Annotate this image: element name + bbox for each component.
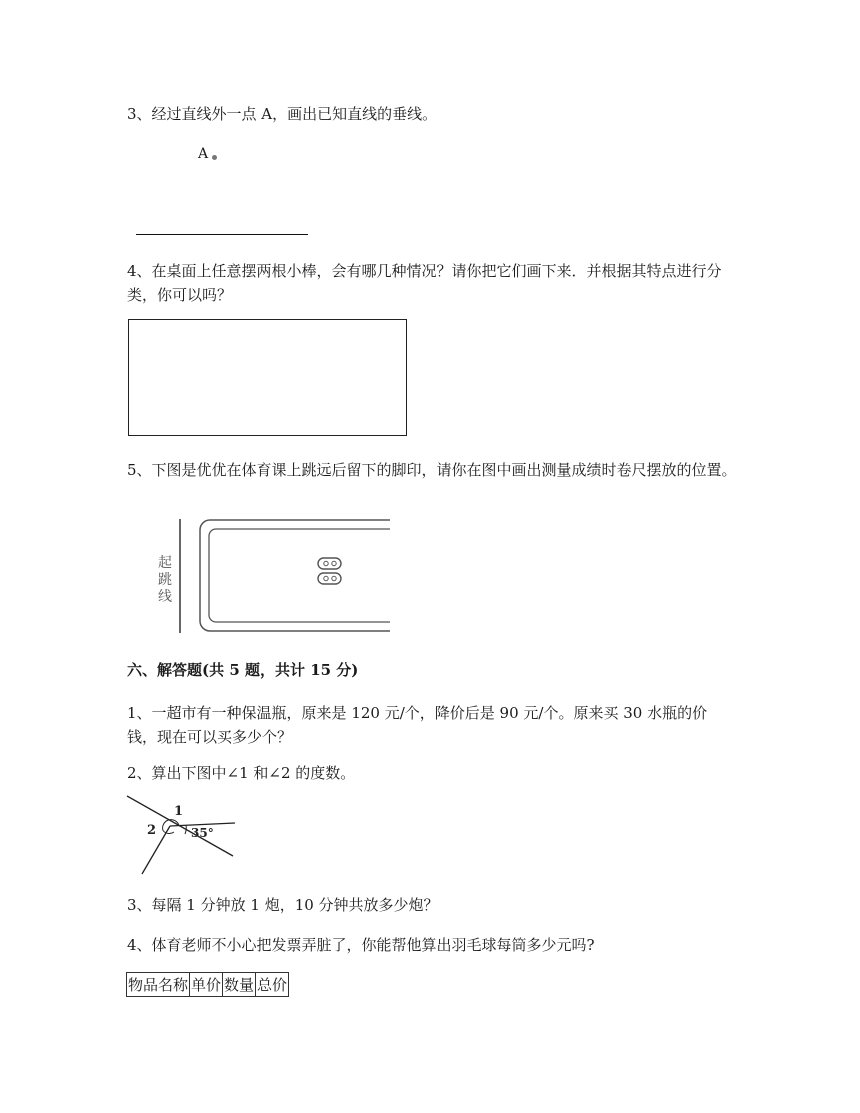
long-jump-figure <box>150 515 390 635</box>
angle-1-label: 1 <box>174 804 184 819</box>
point-a-dot <box>212 155 217 160</box>
header-total: 总价 <box>256 973 289 997</box>
angle-figure <box>125 794 245 878</box>
question-5-long-jump: 5、下图是优优在体育课上跳远后留下的脚印，请你在图中画出测量成绩时卷尺摆放的位置。 <box>127 461 737 479</box>
angle-35-label: 35° <box>191 826 214 840</box>
question-4-sticks: 4、在桌面上任意摆两根小棒，会有哪几种情况？请你把它们画下来．并根据其特点进行分类，你可以吗？ <box>127 262 722 304</box>
problem-2-angles: 2、算出下图中∠1 和∠2 的度数。 <box>127 764 356 782</box>
header-item-name: 物品名称 <box>127 973 190 997</box>
invoice-table <box>126 972 289 997</box>
section-6-heading: 六、解答题(共 5 题，共计 15 分) <box>127 661 359 679</box>
drawing-answer-box <box>128 319 407 436</box>
angle-2-label: 2 <box>147 823 157 838</box>
sand-pit-inner <box>209 529 390 622</box>
question-3-perpendicular: 3、经过直线外一点 A，画出已知直线的垂线。 <box>127 105 438 123</box>
given-line <box>136 234 308 235</box>
footprint-icon <box>318 558 341 584</box>
sand-pit-outer <box>200 520 390 631</box>
header-unit-price: 单价 <box>190 973 223 997</box>
table-header-row <box>127 973 289 997</box>
header-quantity: 数量 <box>223 973 256 997</box>
problem-3-firecracker: 3、每隔 1 分钟放 1 炮，10 分钟共放多少炮？ <box>127 896 439 914</box>
start-line-label: 起跳线 <box>158 555 172 605</box>
problem-4-badminton: 4、体育老师不小心把发票弄脏了，你能帮他算出羽毛球每筒多少元吗? <box>127 936 595 954</box>
point-a-label: A <box>198 146 209 162</box>
problem-1-thermos: 1、一超市有一种保温瓶，原来是 120 元/个，降价后是 90 元/个。原来买 30 水瓶的价钱，现在可以买多少个？ <box>127 704 708 746</box>
